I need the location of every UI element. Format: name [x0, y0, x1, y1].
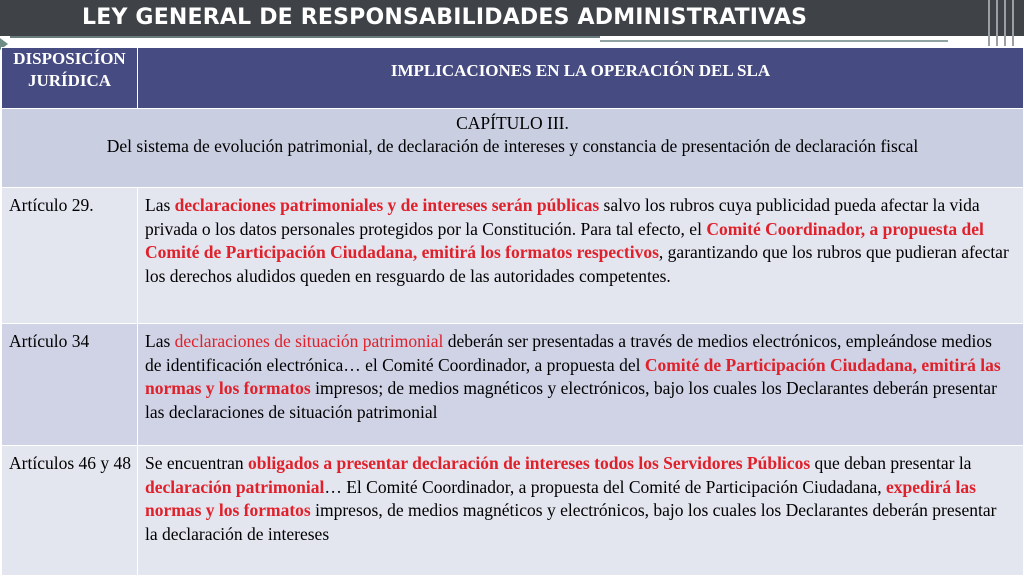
highlighted-text: declaraciones patrimoniales y de intereses serán públicas: [174, 195, 600, 215]
disposition-table: [1, 47, 1024, 576]
accent-line-left: [10, 36, 600, 38]
text-segment: impresos, de medios magnéticos y electrónicos, bajo los cuales los Declarantes deberán presentar la declaración de intereses: [145, 500, 997, 544]
accent-line-right: [600, 40, 948, 42]
text-segment: salvo los rubros cuya publicidad pueda afectar la vida privada o los datos personales protegidos por la Constitución. Para tal efecto, el: [145, 195, 980, 239]
text-segment: que deban presentar la: [810, 453, 972, 473]
decorative-stripes: [984, 0, 1024, 46]
article-cell: Artículo 34: [2, 324, 138, 446]
table-header-row: [2, 48, 1024, 109]
highlighted-text: Comité de Participación Ciudadana, emitirá las normas y los formatos: [145, 354, 1001, 398]
table-row: [2, 324, 1024, 446]
chapter-row: [2, 109, 1024, 188]
highlighted-text: declaración patrimonial: [145, 476, 325, 497]
implication-cell: [138, 324, 1024, 446]
text-segment: Las: [145, 331, 175, 351]
header-disposition: DISPOSICÍON JURÍDICA: [2, 48, 138, 109]
highlighted-text: Comité Coordinador, a propuesta del Comité de Participación Ciudadana, emitirá los formatos respectivos: [145, 218, 984, 262]
chapter-cell: [2, 109, 1024, 188]
implication-cell: [138, 446, 1024, 576]
highlighted-text: declaraciones de situación patrimonial: [174, 331, 444, 351]
chapter-title: CAPÍTULO III.: [456, 113, 569, 133]
text-segment: deberán ser presentadas a través de medios electrónicos, empleándose medios de identificación electrónica… el Comité Coordinador, a propuesta del: [145, 331, 992, 375]
header-implications: IMPLICACIONES EN LA OPERACIÓN DEL SLA: [138, 48, 1024, 109]
text-segment: … El Comité Coordinador, a propuesta del Comité de Participación Ciudadana,: [324, 476, 886, 497]
table-row: [2, 188, 1024, 324]
slide-title: LEY GENERAL DE RESPONSABILIDADES ADMINISTRATIVAS: [82, 5, 808, 30]
text-segment: Las: [145, 195, 175, 215]
text-segment: Se encuentran: [145, 453, 249, 473]
implication-cell: [138, 188, 1024, 324]
article-cell: Artículo 29.: [2, 188, 138, 324]
chapter-subtitle: Del sistema de evolución patrimonial, de declaración de intereses y constancia de presentación de declaración fiscal: [106, 136, 919, 156]
text-segment: , garantizando que los rubros que pudieran afectar los derechos aludidos queden en resguardo de las autoridades competentes.: [145, 242, 1009, 286]
article-cell: Artículos 46 y 48: [2, 446, 138, 576]
highlighted-text: expedirá las normas y los formatos: [145, 476, 976, 520]
text-segment: impresos; de medios magnéticos y electrónicos, bajo los cuales los Declarantes deberán presentar las declaraciones de situación patrimonial: [145, 378, 997, 422]
table-row: [2, 446, 1024, 576]
highlighted-text: obligados a presentar declaración de intereses todos los Servidores Públicos: [248, 453, 811, 473]
